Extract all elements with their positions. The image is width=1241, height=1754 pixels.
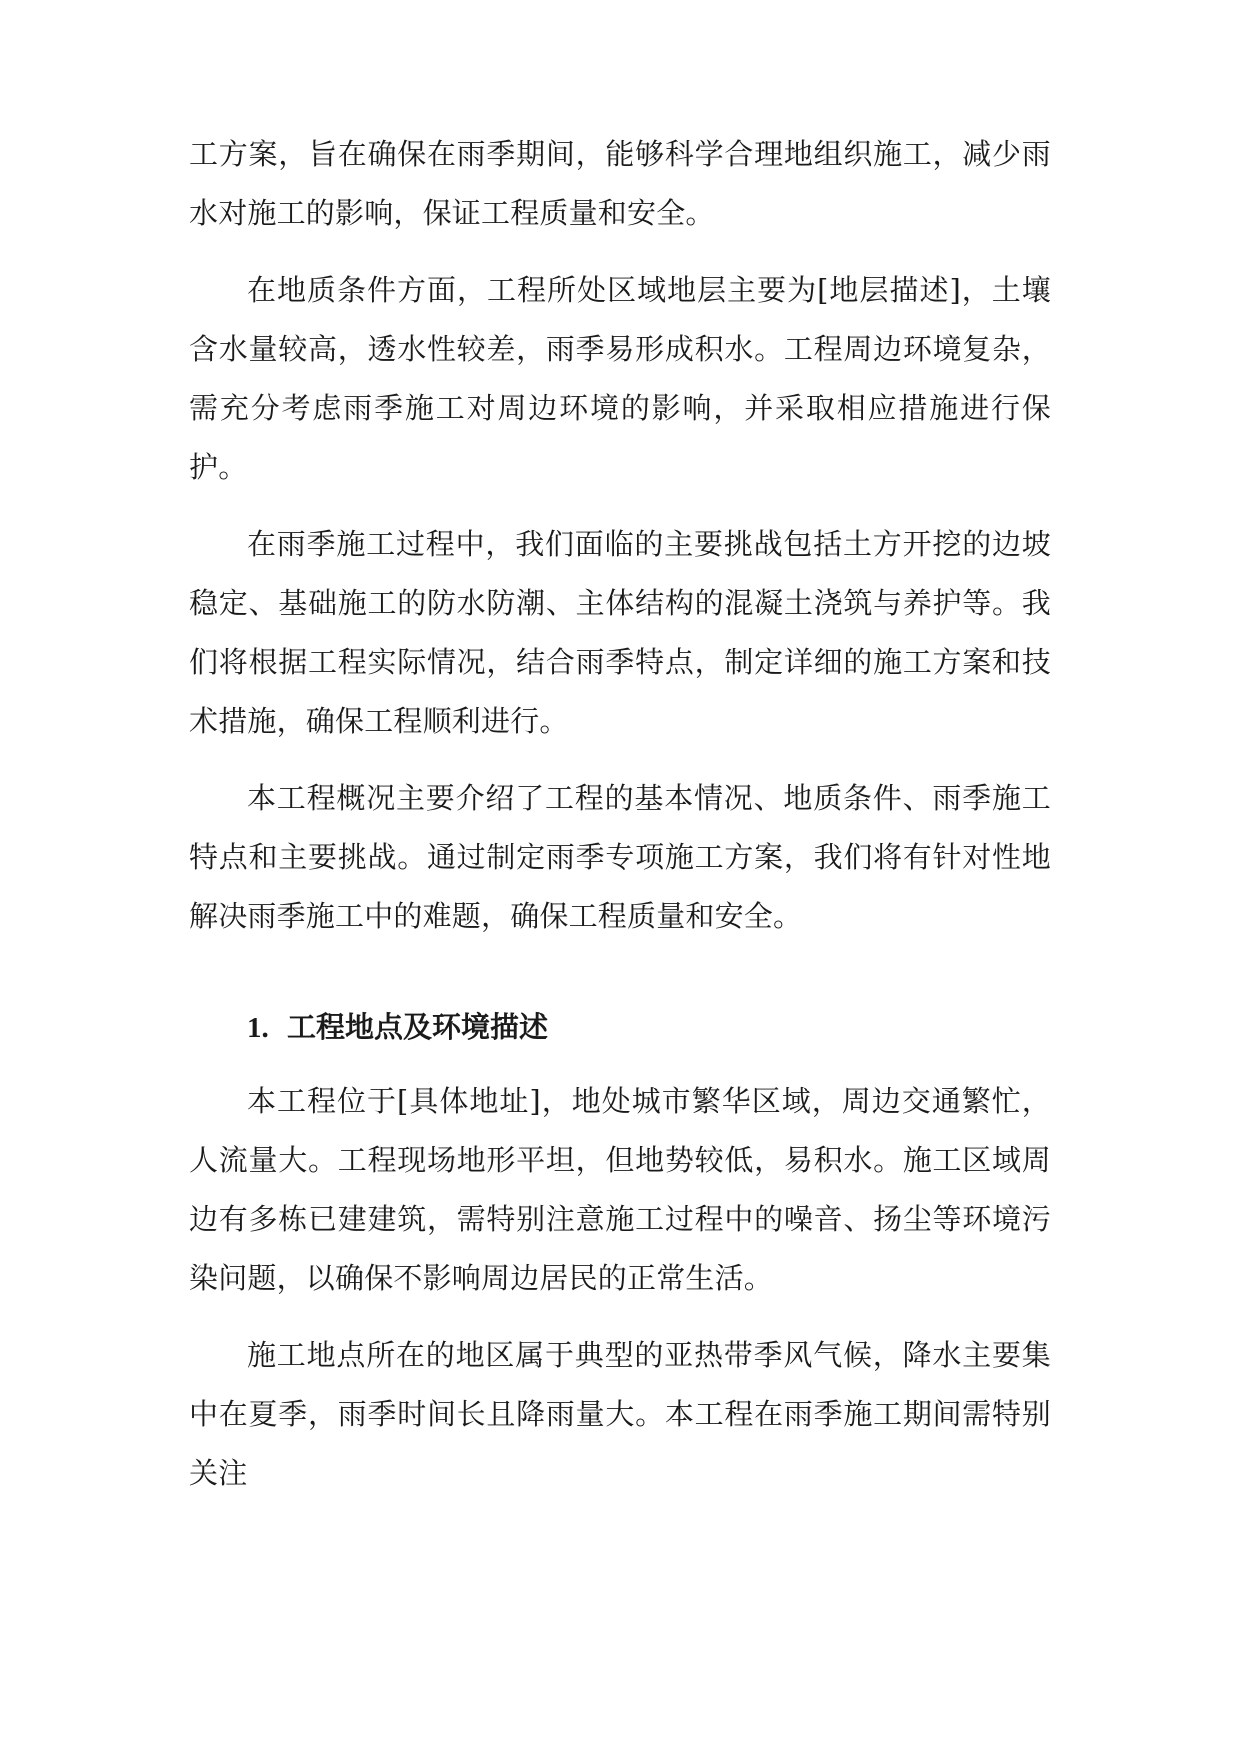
- paragraph-climate: 施工地点所在的地区属于典型的亚热带季风气候，降水主要集中在夏季，雨季时间长且降雨量大。本工程在雨季施工期间需特别关注: [189, 1338, 1051, 1490]
- section-heading: [189, 998, 1051, 1058]
- paragraph-geology: 在地质条件方面，工程所处区域地层主要为[地层描述]，土壤含水量较高，透水性较差，雨季易形成积水。工程周边环境复杂，需充分考虑雨季施工对周边环境的影响，并采取相应措施进行保护。: [189, 273, 1051, 484]
- paragraph-location: 本工程位于[具体地址]，地处城市繁华区域，周边交通繁忙，人流量大。工程现场地形平坦，但地势较低，易积水。施工区域周边有多栋已建建筑，需特别注意施工过程中的噪音、扬尘等环境污染问题，以确保不影响周边居民的正常生活。: [189, 1084, 1051, 1295]
- document-page: [189, 125, 1051, 1503]
- paragraph-challenges: 在雨季施工过程中，我们面临的主要挑战包括土方开挖的边坡稳定、基础施工的防水防潮、主体结构的混凝土浇筑与养护等。我们将根据工程实际情况，结合雨季特点，制定详细的施工方案和技术措施，确保工程顺利进行。: [189, 527, 1051, 738]
- paragraph-summary: 本工程概况主要介绍了工程的基本情况、地质条件、雨季施工特点和主要挑战。通过制定雨季专项施工方案，我们将有针对性地解决雨季施工中的难题，确保工程质量和安全。: [189, 781, 1051, 933]
- paragraph-continuation: 工方案，旨在确保在雨季期间，能够科学合理地组织施工，减少雨水对施工的影响，保证工程质量和安全。: [189, 137, 1051, 230]
- section-title: 工程地点及环境描述: [287, 1010, 549, 1044]
- section-number: 1.: [247, 1012, 269, 1044]
